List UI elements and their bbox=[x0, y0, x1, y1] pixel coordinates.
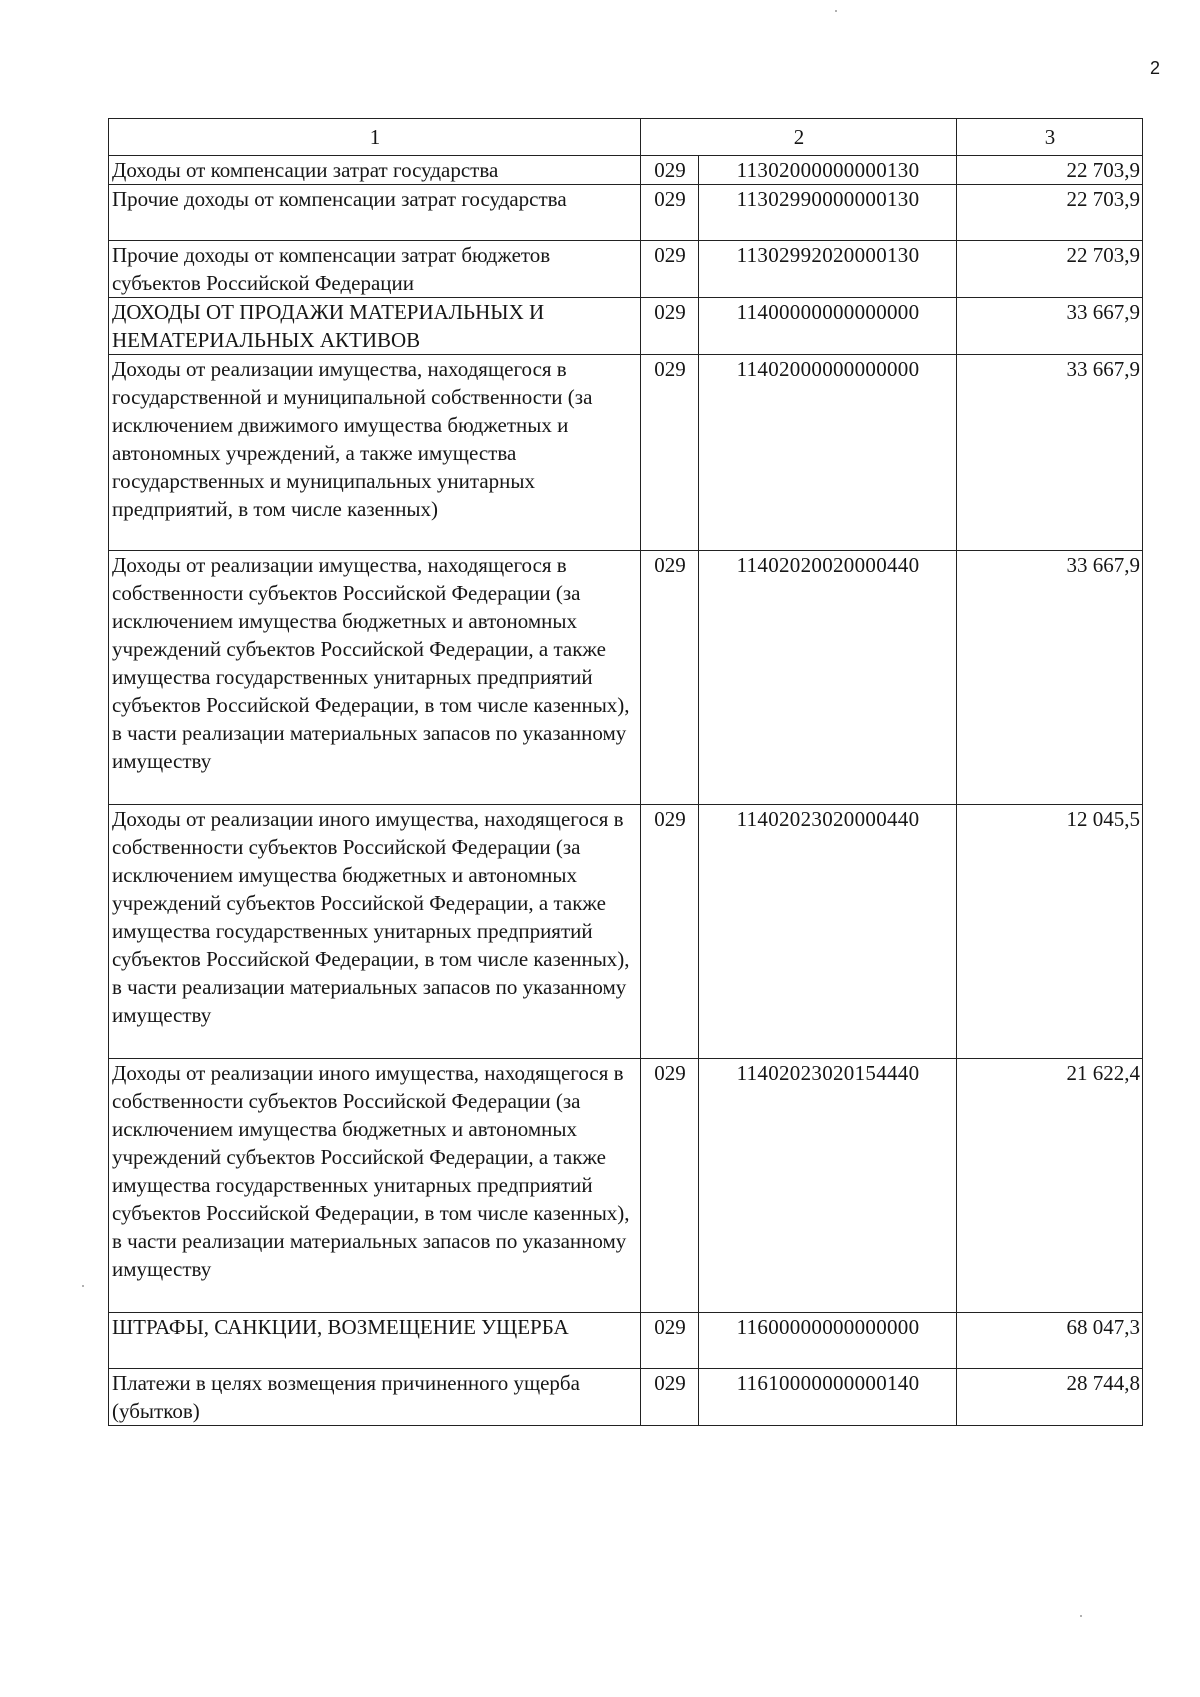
row-budget-code: 11302992020000130 bbox=[699, 241, 957, 298]
row-name: Доходы от реализации имущества, находящегося в государственной и муниципальной собственности (за исключением движимого имущества бюджетных и автономных учреждений, а также имущества государственных и муниципальных унитарных предприятий, в том числе казенных) bbox=[109, 355, 641, 551]
row-amount: 22 703,9 bbox=[957, 156, 1143, 185]
row-amount: 12 045,5 bbox=[957, 805, 1143, 1059]
row-amount: 33 667,9 bbox=[957, 551, 1143, 805]
row-name: ШТРАФЫ, САНКЦИИ, ВОЗМЕЩЕНИЕ УЩЕРБА bbox=[109, 1313, 641, 1369]
row-budget-code: 11402000000000000 bbox=[699, 355, 957, 551]
row-budget-code: 11400000000000000 bbox=[699, 298, 957, 355]
row-name: Доходы от реализации иного имущества, находящегося в собственности субъектов Российской Федерации (за исключением имущества бюджетных и автономных учреждений субъектов Российской Федерации, а также имущества государственных унитарных предприятий субъектов Российской Федерации, в том числе казенных), в части реализации материальных запасов по указанному имуществу bbox=[109, 805, 641, 1059]
row-amount: 28 744,8 bbox=[957, 1369, 1143, 1426]
table-row bbox=[109, 805, 1143, 1059]
table-row bbox=[109, 1313, 1143, 1369]
table-row bbox=[109, 241, 1143, 298]
row-admin-code: 029 bbox=[641, 551, 699, 805]
row-name: Доходы от реализации иного имущества, находящегося в собственности субъектов Российской Федерации (за исключением имущества бюджетных и автономных учреждений субъектов Российской Федерации, а также имущества государственных унитарных предприятий субъектов Российской Федерации, в том числе казенных), в части реализации материальных запасов по указанному имуществу bbox=[109, 1059, 641, 1313]
row-name: ДОХОДЫ ОТ ПРОДАЖИ МАТЕРИАЛЬНЫХ И НЕМАТЕРИАЛЬНЫХ АКТИВОВ bbox=[109, 298, 641, 355]
scan-speck bbox=[835, 10, 837, 12]
row-name: Прочие доходы от компенсации затрат государства bbox=[109, 185, 641, 241]
scan-speck bbox=[1080, 1615, 1082, 1617]
row-admin-code: 029 bbox=[641, 1059, 699, 1313]
row-budget-code: 11302990000000130 bbox=[699, 185, 957, 241]
table-row bbox=[109, 156, 1143, 185]
table-header-row bbox=[109, 119, 1143, 156]
header-col-1: 1 bbox=[109, 119, 641, 156]
row-amount: 21 622,4 bbox=[957, 1059, 1143, 1313]
row-admin-code: 029 bbox=[641, 1313, 699, 1369]
row-admin-code: 029 bbox=[641, 355, 699, 551]
row-amount: 22 703,9 bbox=[957, 185, 1143, 241]
row-amount: 68 047,3 bbox=[957, 1313, 1143, 1369]
row-budget-code: 11302000000000130 bbox=[699, 156, 957, 185]
table-row bbox=[109, 298, 1143, 355]
row-admin-code: 029 bbox=[641, 298, 699, 355]
row-admin-code: 029 bbox=[641, 805, 699, 1059]
row-name: Прочие доходы от компенсации затрат бюджетов субъектов Российской Федерации bbox=[109, 241, 641, 298]
table-row bbox=[109, 185, 1143, 241]
header-col-2: 2 bbox=[641, 119, 957, 156]
row-admin-code: 029 bbox=[641, 156, 699, 185]
row-name: Платежи в целях возмещения причиненного ущерба (убытков) bbox=[109, 1369, 641, 1426]
row-amount: 33 667,9 bbox=[957, 355, 1143, 551]
header-col-3: 3 bbox=[957, 119, 1143, 156]
table-row bbox=[109, 1059, 1143, 1313]
table-row bbox=[109, 551, 1143, 805]
row-amount: 33 667,9 bbox=[957, 298, 1143, 355]
table-row bbox=[109, 355, 1143, 551]
row-admin-code: 029 bbox=[641, 1369, 699, 1426]
row-budget-code: 11402023020154440 bbox=[699, 1059, 957, 1313]
table-row bbox=[109, 1369, 1143, 1426]
row-name: Доходы от реализации имущества, находящегося в собственности субъектов Российской Федерации (за исключением имущества бюджетных и автономных учреждений субъектов Российской Федерации, а также имущества государственных унитарных предприятий субъектов Российской Федерации, в том числе казенных), в части реализации материальных запасов по указанному имуществу bbox=[109, 551, 641, 805]
row-amount: 22 703,9 bbox=[957, 241, 1143, 298]
row-admin-code: 029 bbox=[641, 241, 699, 298]
row-budget-code: 11402023020000440 bbox=[699, 805, 957, 1059]
row-admin-code: 029 bbox=[641, 185, 699, 241]
row-budget-code: 11402020020000440 bbox=[699, 551, 957, 805]
row-name: Доходы от компенсации затрат государства bbox=[109, 156, 641, 185]
budget-revenue-table bbox=[108, 118, 1143, 1426]
page-number: 2 bbox=[1149, 58, 1160, 78]
row-budget-code: 11600000000000000 bbox=[699, 1313, 957, 1369]
scan-speck bbox=[82, 1285, 84, 1287]
row-budget-code: 11610000000000140 bbox=[699, 1369, 957, 1426]
